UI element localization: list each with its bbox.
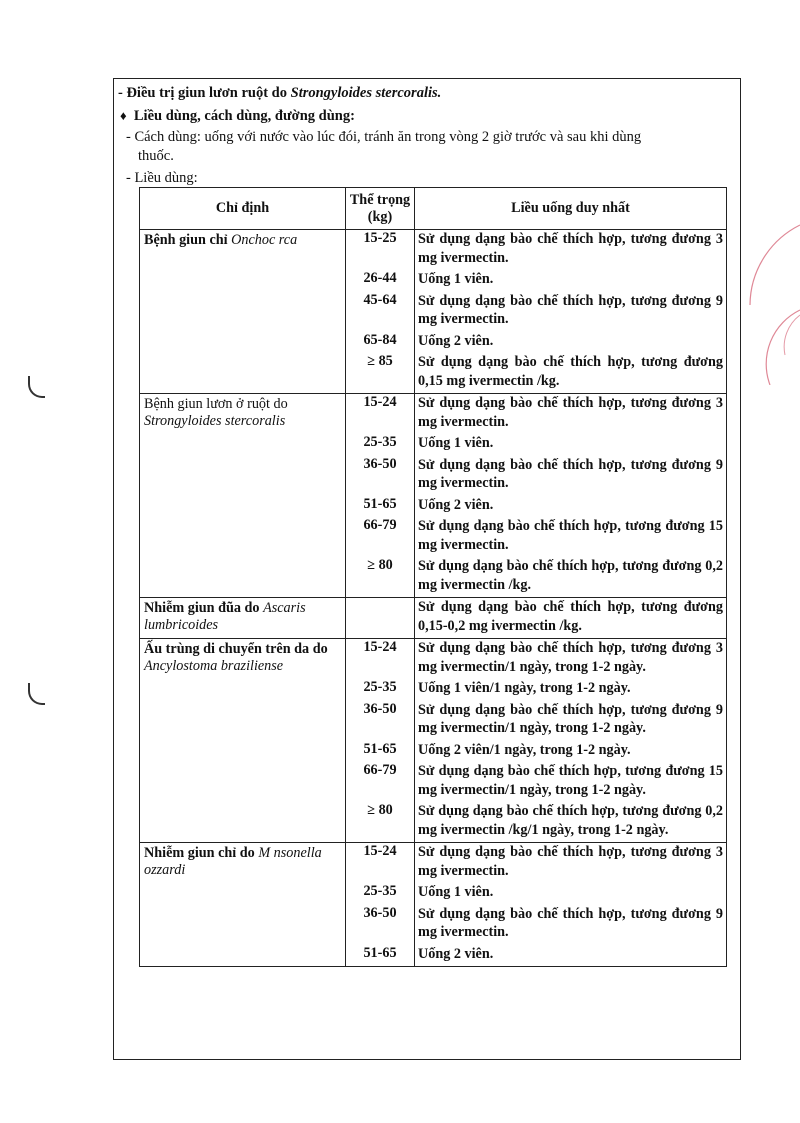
weight-text: 36-50 (363, 700, 397, 717)
weight-text: 15-24 (363, 639, 397, 655)
weight-text: 51-65 (363, 495, 397, 512)
dose-cell (415, 639, 727, 843)
dose-text: Sử dụng dạng bào chế thích hợp, tương đương 3 mg ivermectin. (418, 844, 723, 879)
weight-cell (346, 639, 415, 843)
indication-text (144, 232, 297, 248)
header-indication: Chỉ định (140, 188, 346, 230)
dose-text: Sử dụng dạng bào chế thích hợp, tương đương 15 mg ivermectin. (418, 518, 723, 553)
dose-text: Sử dụng dạng bào chế thích hợp, tương đương 9 mg ivermectin. (418, 456, 723, 491)
dose-text: Sử dụng dạng bào chế thích hợp, tương đương 9 mg ivermectin. (418, 292, 723, 327)
dose-text: Sử dụng dạng bào chế thích hợp, tương đương 0,15 mg ivermectin /kg. (418, 354, 723, 389)
dose-cell (415, 394, 727, 598)
red-stamp-fragment (740, 215, 800, 385)
indication-species: Ascaris lumbricoides (144, 600, 306, 633)
indication-species: Strongyloides stercoralis (144, 413, 286, 429)
table-row (140, 843, 727, 967)
intro-species: Strongyloides stercoralis. (290, 85, 442, 101)
weight-cell (346, 394, 415, 598)
dose-text: Sử dụng dạng bào chế thích hợp, tương đương 9 mg ivermectin/1 ngày, trong 1-2 ngày. (418, 701, 723, 736)
dose-text: Uống 1 viên. (418, 884, 494, 900)
indication-text (144, 641, 328, 674)
weight-text: 25-35 (363, 679, 397, 695)
table-row (140, 230, 727, 394)
weight-text: ≥ 80 (367, 557, 393, 573)
weight-text: 51-65 (363, 944, 397, 961)
table-header-row (140, 188, 727, 230)
weight-text: 15-24 (363, 843, 397, 859)
header-dose: Liều uống duy nhất (415, 188, 727, 230)
dosage-table (139, 187, 727, 967)
indication-cell (140, 639, 346, 843)
header-weight-line1: Thể trọng (349, 191, 411, 208)
table-row (140, 598, 727, 639)
header-weight-line2: (kg) (367, 208, 393, 225)
indication-cell (140, 843, 346, 967)
punch-hole-bottom (28, 683, 45, 705)
bullet-icon: ♦ (120, 108, 127, 123)
dose-text: Sử dụng dạng bào chế thích hợp, tương đương 0,15-0,2 mg ivermectin /kg. (418, 599, 723, 634)
weight-text: 36-50 (363, 455, 397, 472)
dose-text: Uống 1 viên. (418, 435, 494, 451)
dose-text: Sử dụng dạng bào chế thích hợp, tương đương 0,2 mg ivermectin /kg. (418, 558, 723, 593)
dose-text: Uống 2 viên. (418, 496, 494, 513)
dose-text: Uống 2 viên. (418, 945, 494, 962)
weight-cell (346, 598, 415, 639)
punch-hole-top (28, 376, 45, 398)
weight-text: 65-84 (363, 331, 397, 348)
usage-text-cont: thuốc. (138, 148, 174, 164)
weight-text: 25-35 (363, 434, 397, 450)
indication-cell (140, 598, 346, 639)
indication-text (144, 600, 306, 633)
dose-text: Uống 1 viên. (418, 271, 494, 287)
dose-text: Uống 2 viên/1 ngày, trong 1-2 ngày. (418, 741, 631, 758)
weight-cell (346, 843, 415, 967)
dose-text: Sử dụng dạng bào chế thích hợp, tương đương 3 mg ivermectin. (418, 231, 723, 266)
indication-text (144, 396, 288, 429)
weight-text: 36-50 (363, 904, 397, 921)
weight-text: 66-79 (363, 762, 397, 778)
dose-cell (415, 598, 727, 639)
dose-text: Sử dụng dạng bào chế thích hợp, tương đương 0,2 mg ivermectin /kg/1 ngày, trong 1-2 ngày. (418, 803, 723, 838)
weight-text: 51-65 (363, 740, 397, 757)
indication-label: Nhiễm giun đũa do (144, 600, 264, 616)
indication-species: Ancylostoma braziliense (144, 658, 284, 674)
intro-prefix: - Điều trị giun lươn ruột do (118, 85, 291, 101)
dose-text: Uống 1 viên/1 ngày, trong 1-2 ngày. (418, 680, 631, 696)
intro-line (118, 84, 441, 102)
weight-text: 45-64 (363, 291, 397, 308)
weight-text (346, 598, 414, 635)
dose-text: Sử dụng dạng bào chế thích hợp, tương đương 15 mg ivermectin/1 ngày, trong 1-2 ngày. (418, 763, 723, 798)
dose-text: Uống 2 viên. (418, 332, 494, 349)
dose-text: Sử dụng dạng bào chế thích hợp, tương đương 3 mg ivermectin/1 ngày, trong 1-2 ngày. (418, 640, 723, 675)
section-title-text: Liều dùng, cách dùng, đường dùng: (133, 108, 355, 124)
dose-cell (415, 843, 727, 967)
section-title (120, 107, 355, 125)
weight-text: 15-25 (363, 230, 397, 246)
weight-text: 26-44 (363, 270, 397, 286)
header-weight (346, 188, 415, 230)
indication-label: Bệnh giun chỉ (144, 232, 232, 248)
table-row (140, 639, 727, 843)
dose-text: Sử dụng dạng bào chế thích hợp, tương đương 3 mg ivermectin. (418, 395, 723, 430)
dosage-label: - Liều dùng: (126, 170, 198, 186)
usage-text: - Cách dùng: uống với nước vào lúc đói, tránh ăn trong vòng 2 giờ trước và sau khi dùng (126, 129, 642, 145)
indication-species: M nsonella ozzardi (144, 845, 322, 878)
dose-cell (415, 230, 727, 394)
indication-label: Ấu trùng di chuyển trên da do (144, 641, 328, 657)
indication-label: Nhiễm giun chỉ do (144, 845, 259, 861)
table-body (140, 230, 727, 967)
dose-text: Sử dụng dạng bào chế thích hợp, tương đương 9 mg ivermectin. (418, 905, 723, 940)
weight-text: ≥ 80 (367, 802, 393, 818)
indication-label: Bệnh giun lươn ở ruột do (144, 396, 288, 412)
weight-text: 15-24 (363, 394, 397, 410)
indication-species: Onchoc rca (231, 232, 298, 248)
indication-cell (140, 230, 346, 394)
table-row (140, 394, 727, 598)
indication-cell (140, 394, 346, 598)
indication-text (144, 845, 322, 878)
weight-text: 25-35 (363, 883, 397, 899)
weight-text: ≥ 85 (367, 353, 393, 369)
weight-cell (346, 230, 415, 394)
weight-text: 66-79 (363, 517, 397, 533)
